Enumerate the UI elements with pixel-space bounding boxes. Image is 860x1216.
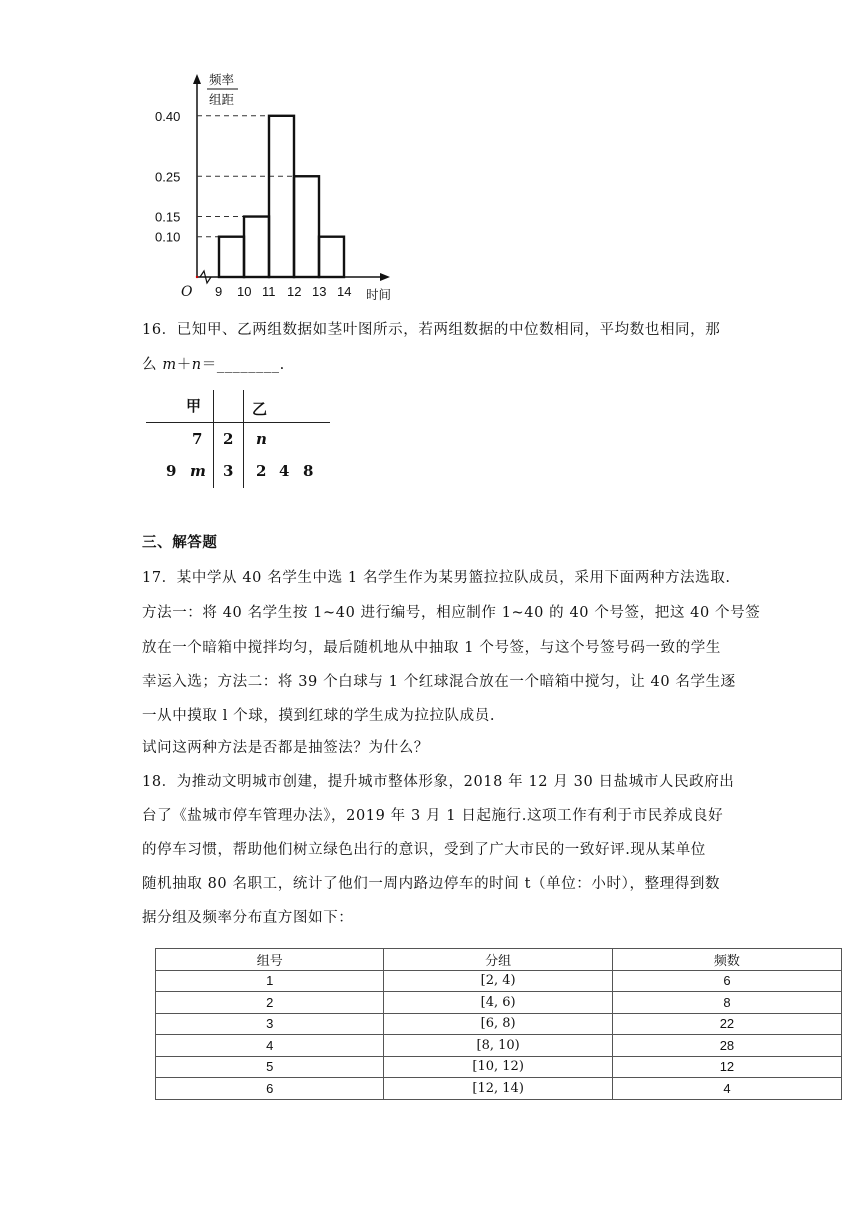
table-row (156, 992, 842, 1014)
y-axis-label-top: 频率 (209, 72, 235, 87)
leaf-right: n (256, 430, 267, 448)
table-row (156, 1056, 842, 1078)
q16-var-m: m (162, 357, 177, 373)
q16-line-2 (142, 355, 285, 375)
q16-prefix: 么 (142, 357, 158, 373)
leaf-left: 9 (166, 462, 177, 480)
table-cell: 28 (612, 1035, 841, 1057)
q18-line: 据分组及频率分布直方图如下： (142, 910, 354, 926)
table-cell: 6 (156, 1078, 384, 1100)
table-row (156, 1013, 842, 1035)
q16-var-n: n (191, 357, 202, 373)
q18-line: 的停车习惯，帮助他们树立绿色出行的意识，受到了广大市民的一致好评.现从某单位 (142, 842, 706, 858)
stem-leaf-plot (146, 390, 332, 490)
q17-line: 幸运入选；方法二：将 39 个白球与 1 个红球混合放在一个暗箱中搅匀，让 40 名学生逐 (142, 674, 736, 690)
x-tick-label: 11 (262, 284, 276, 299)
x-tick-label: 10 (237, 284, 252, 299)
table-row (156, 1035, 842, 1057)
table-cell: [10, 12) (384, 1056, 612, 1078)
x-tick-label: 14 (337, 284, 352, 299)
q17-line: 放在一个暗箱中搅拌均匀，最后随机地从中抽取 1 个号签，与这个号签号码一致的学生 (142, 640, 721, 656)
stem-header-right: 乙 (252, 400, 268, 418)
q17-line: 17．某中学从 40 名学生中选 1 名学生作为某男篮拉拉队成员，采用下面两种方法选取. (142, 570, 731, 586)
table-cell: [4, 6) (384, 992, 612, 1014)
table-cell: 5 (156, 1056, 384, 1078)
section-title: 三、解答题 (142, 535, 218, 551)
frequency-histogram (140, 60, 410, 310)
q17-line: 试问这两种方法是否都是抽签法？为什么？ (142, 740, 429, 756)
table-header-cell: 分组 (384, 949, 612, 971)
leaf-right: 2 (256, 462, 267, 480)
x-axis-arrow (380, 273, 390, 281)
q18-line: 18．为推动文明城市创建，提升城市整体形象，2018 年 12 月 30 日盐城市人民政府出 (142, 774, 735, 790)
table-cell: [2, 4) (384, 970, 612, 992)
histogram-bar (319, 237, 344, 277)
table-cell: 4 (156, 1035, 384, 1057)
stem-value: 2 (223, 430, 234, 448)
table-row (156, 970, 842, 992)
leaf-left: m (190, 462, 206, 480)
table-header-cell: 组号 (156, 949, 384, 971)
y-axis-arrow (193, 74, 201, 84)
y-tick-label: 0.25 (155, 169, 181, 185)
table-header-cell: 频数 (612, 949, 841, 971)
leaf-left: 7 (192, 430, 203, 448)
q16-plus: ＋ (176, 357, 192, 373)
x-tick-label: 9 (215, 284, 223, 299)
stem-header-left: 甲 (186, 397, 202, 415)
histogram-bar (219, 237, 244, 277)
table-row (156, 1078, 842, 1100)
table-cell: 2 (156, 992, 384, 1014)
histogram-bar (294, 176, 319, 277)
histogram-bar (269, 116, 294, 277)
table-cell: [8, 10) (384, 1035, 612, 1057)
q16-line-1: 16．已知甲、乙两组数据如茎叶图所示，若两组数据的中位数相同，平均数也相同，那 (142, 322, 721, 338)
table-cell: 8 (612, 992, 841, 1014)
origin-label: O (181, 284, 193, 300)
y-tick-label: 0.15 (155, 209, 181, 225)
table-cell: 22 (612, 1013, 841, 1035)
table-cell: [12, 14) (384, 1078, 612, 1100)
q17-line: 方法一：将 40 名学生按 1~40 进行编号，相应制作 1~40 的 40 个号签，把这 40 个号签 (142, 605, 761, 621)
stem-value: 3 (223, 462, 234, 480)
table-cell: 4 (612, 1078, 841, 1100)
y-tick-label: 0.10 (155, 229, 181, 245)
q18-line: 台了《盐城市停车管理办法》，2019 年 3 月 1 日起施行.这项工作有利于市民养成良好 (142, 808, 724, 824)
table-cell: 6 (612, 970, 841, 992)
frequency-table (155, 948, 842, 1100)
x-tick-label: 13 (312, 284, 327, 299)
histogram-bar (244, 217, 269, 277)
leaf-right: 8 (303, 462, 314, 480)
q18-line: 随机抽取 80 名职工，统计了他们一周内路边停车的时间 t（单位：小时），整理得到数 (142, 876, 721, 892)
q16-answer-blank: ＝________. (201, 357, 285, 373)
table-cell: 3 (156, 1013, 384, 1035)
q17-line: 一从中摸取 l 个球，摸到红球的学生成为拉拉队成员. (142, 708, 496, 724)
x-axis-label: 时间 (366, 287, 392, 302)
leaf-right: 4 (279, 462, 290, 480)
table-cell: 1 (156, 970, 384, 992)
origin-dot (196, 276, 198, 278)
y-axis-label-bottom: 组距 (209, 92, 235, 107)
table-header-row (156, 949, 842, 971)
x-tick-label: 12 (287, 284, 302, 299)
table-cell: [6, 8) (384, 1013, 612, 1035)
table-cell: 12 (612, 1056, 841, 1078)
y-tick-label: 0.40 (155, 108, 181, 124)
